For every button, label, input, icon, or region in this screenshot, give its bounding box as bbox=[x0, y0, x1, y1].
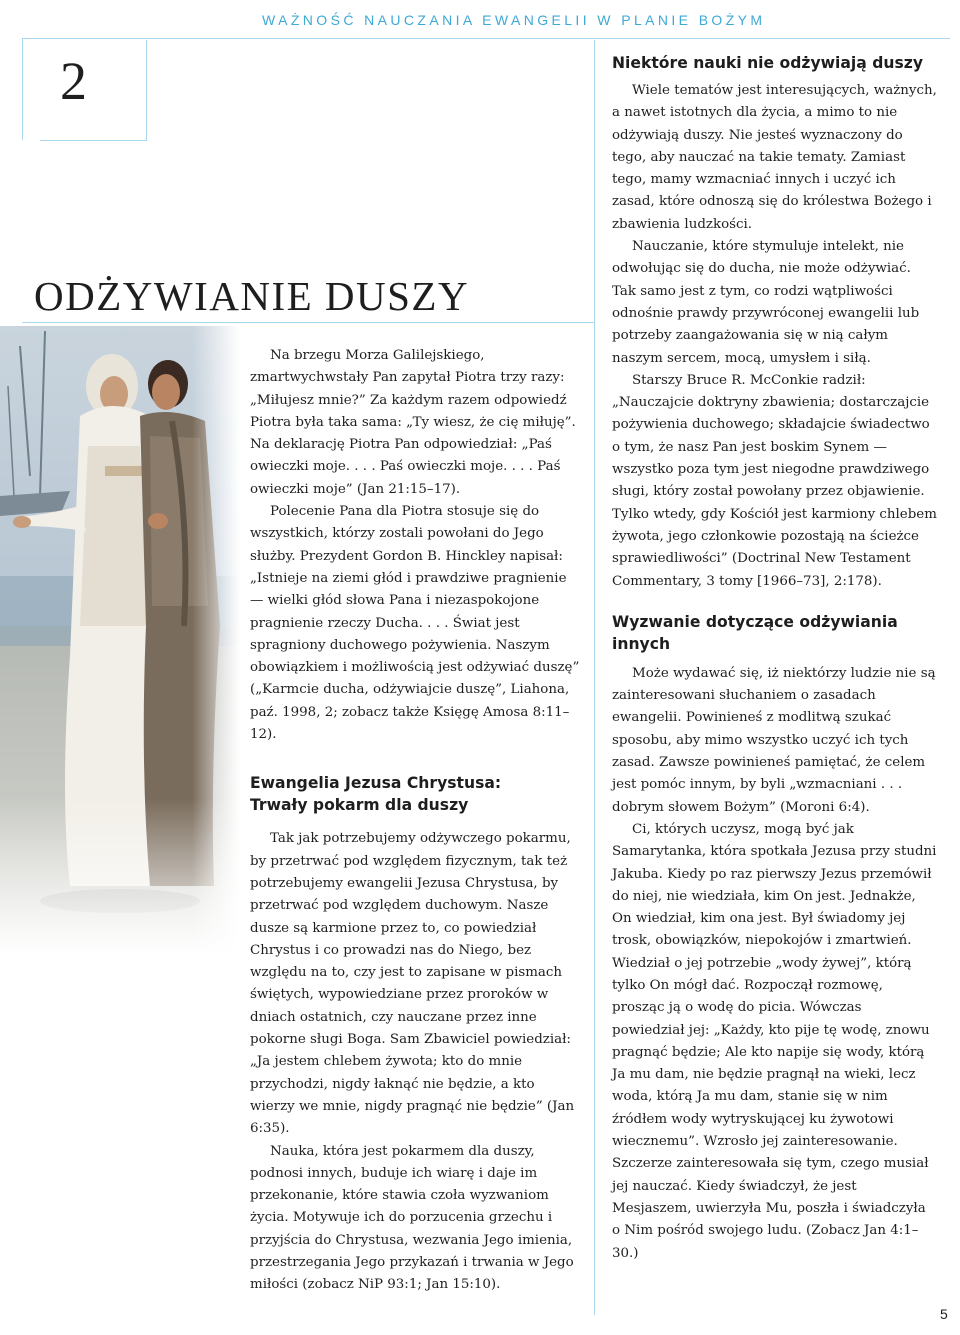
illustration-image bbox=[0, 326, 240, 956]
intro bbox=[250, 345, 580, 746]
chapter-number: 2 bbox=[60, 51, 87, 111]
middle-column bbox=[250, 345, 580, 1297]
section3-heading-line2: innych bbox=[612, 634, 671, 653]
page-number: 5 bbox=[940, 1306, 948, 1322]
section2-heading: Niektóre nauki nie odżywiają duszy bbox=[612, 54, 923, 72]
section3-heading bbox=[612, 611, 938, 655]
section3-paragraph-2: Ci, których uczysz, mogą być jak Samarytanka, która spotkała Jezusa przy studni Jakuba. Kiedy po raz pierwszy Jezus przemówił do niej, nie wiedziała, kim On jest. Jednakże, On wiedział, kim ona jest. Był świadomy jej trosk, obowiązków, niepokojów i zmartwień. Wiedział o jej potrzebie „wody żywej”, którą tylko On mógł dać. Rozpoczął rozmowę, prosząc ją o wodę do picia. Wówczas powiedział jej: „Każdy, kto pije tę wodę, znowu pragnąć będzie; Ale kto napije się wody, którą Ja mu dam, nie będzie pragnął na wieki, lecz woda, którą Ja mu dam, stanie się w nim źródłem wody wytryskującej ku żywotowi wiecznemu”. Wzrosło jej zainteresowanie. Szczerze zainteresowała się tym, czego musiał jej nauczać. Kiedy świadczył, że jest Mesjaszem, uwierzyła Mu, poszła i świadczyła o Nim pośród swojego ludu. (Zobacz Jan 4:1–30.) bbox=[612, 821, 937, 1261]
section1-paragraph-2: Nauka, która jest pokarmem dla duszy, podnosi innych, buduje ich wiarę i daje im przekonanie, które stawia czoła wyzwaniom życia. Motywuje ich do porzucenia grzechu i przyjścia do Chrystusa, wezwania Jego imienia, przestrzegania Jego przykazań i trwania w Jego miłości (zobacz NiP 93:1; Jan 15:10). bbox=[250, 1143, 574, 1293]
section3-heading-line1: Wyzwanie dotyczące odżywiania bbox=[612, 612, 898, 631]
margin-rule bbox=[22, 38, 23, 140]
running-header: WAŻNOŚĆ NAUCZANIA EWANGELII W PLANIE BOŻYM bbox=[262, 12, 766, 28]
section1-heading-line1: Ewangelia Jezusa Chrystusa: bbox=[250, 774, 502, 793]
chapter-box bbox=[40, 40, 147, 141]
section1-heading-line2: Trwały pokarm dla duszy bbox=[250, 796, 469, 815]
intro-paragraph-1: Na brzegu Morza Galilejskiego, zmartwychwstały Pan zapytał Piotra trzy razy: „Miłujesz mnie?” Za każdym razem odpowiedź Piotra była taka sama: „Ty wiesz, że cię miłuję”. Na deklarację Piotra Pan odpowiedział: „Paś owieczki moje. . . . Paś owieczki moje. . . . Paś owieczki moje” (Jan 21:15–17). bbox=[250, 348, 576, 497]
chapter-title: ODŻYWIANIE DUSZY bbox=[34, 273, 470, 319]
title-rule bbox=[22, 322, 594, 323]
section1-heading bbox=[250, 772, 580, 816]
section1-paragraph-1: Tak jak potrzebujemy odżywczego pokarmu, by przetrwać pod względem fizycznym, tak też potrzebujemy ewangelii Jezusa Chrystusa, by przetrwać pod względem duchowym. Nasze dusze są karmione przez to, co powiedział Chrystus i co prowadzi nas do Niego, bez względu na to, czy jest to zapisane w pismach świętych, wypowiedziane przez proroków w dniach ostatnich, czy nauczane przez inne pokorne sługi Boga. Sam Zbawiciel powiedział: „Ja jestem chlebem żywota; kto do mnie przychodzi, nigdy łaknąć nie będzie, a kto wierzy we mnie, nigdy pragnąć nie będzie” (Jan 6:35). bbox=[250, 831, 575, 1137]
section2-paragraph-2: Nauczanie, które stymuluje intelekt, nie odwołując się do ducha, nie może odżywiać. Tak samo jest z tym, co rodzi wątpliwości odnośnie prawdy przywróconej ewangelii lub potrzeby zaangażowania się w nią całym naszym sercem, mocą, umysłem i siłą. bbox=[612, 239, 920, 366]
section2-paragraph-3: Starszy Bruce R. McConkie radził: „Nauczajcie doktryny zbawienia; dostarczajcie pożywienia duchowego; składajcie świadectwo o tym, że nasz Pan jest boskim Synem — wszystko poza tym jest niegodne prawdziwego sługi, który został powołany przez objawienie. Tylko wtedy, gdy Kościół jest karmiony chlebem żywota, jego członkowie pozostają na ścieżce sprawiedliwości” (Doctrinal New Testament Commentary, 3 tomy [1966–73], 2:178). bbox=[612, 372, 937, 589]
right-column bbox=[612, 52, 938, 1265]
illustration-jesus-and-peter bbox=[0, 326, 240, 956]
intro-paragraph-2: Polecenie Pana dla Piotra stosuje się do wszystkich, którzy zostali powołani do Jego służby. Prezydent Gordon B. Hinckley napisał: „Istnieje na ziemi głód i prawdziwe pragnienie — wielki głód słowa Pana i niezaspokojone pragnienie rzeczy Ducha. . . . Świat jest spragniony duchowego pożywienia. Naszym obowiązkiem i możliwością jest odżywiać duszę” („Karmcie ducha, odżywiajcie duszę”, Liahona, paź. 1998, 2; zobacz także Księgę Amosa 8:11–12). bbox=[250, 504, 580, 743]
header-rule-right bbox=[258, 38, 950, 39]
section2-paragraph-1: Wiele tematów jest interesujących, ważnych, a nawet istotnych dla życia, a mimo to nie odżywiają duszy. Nie jesteś wyznaczony do tego, aby nauczać na takie tematy. Zamiast tego, mamy wzmacniać innych i uczyć ich zasad, które odnoszą się do królestwa Bożego i zbawienia ludzkości. bbox=[612, 83, 937, 232]
header-rule-left bbox=[22, 38, 258, 39]
column-divider bbox=[594, 40, 595, 1315]
section3-paragraph-1: Może wydawać się, iż niektórzy ludzie nie są zainteresowani słuchaniem o zasadach ewangelii. Powinieneś z modlitwą szukać sposobu, aby mimo wszystko uczyć ich tych zasad. Zawsze powinieneś pamiętać, że celem jest pomóc innym, by byli „wzmacniani . . . dobrym słowem Bożym” (Moroni 6:4). bbox=[612, 665, 936, 815]
